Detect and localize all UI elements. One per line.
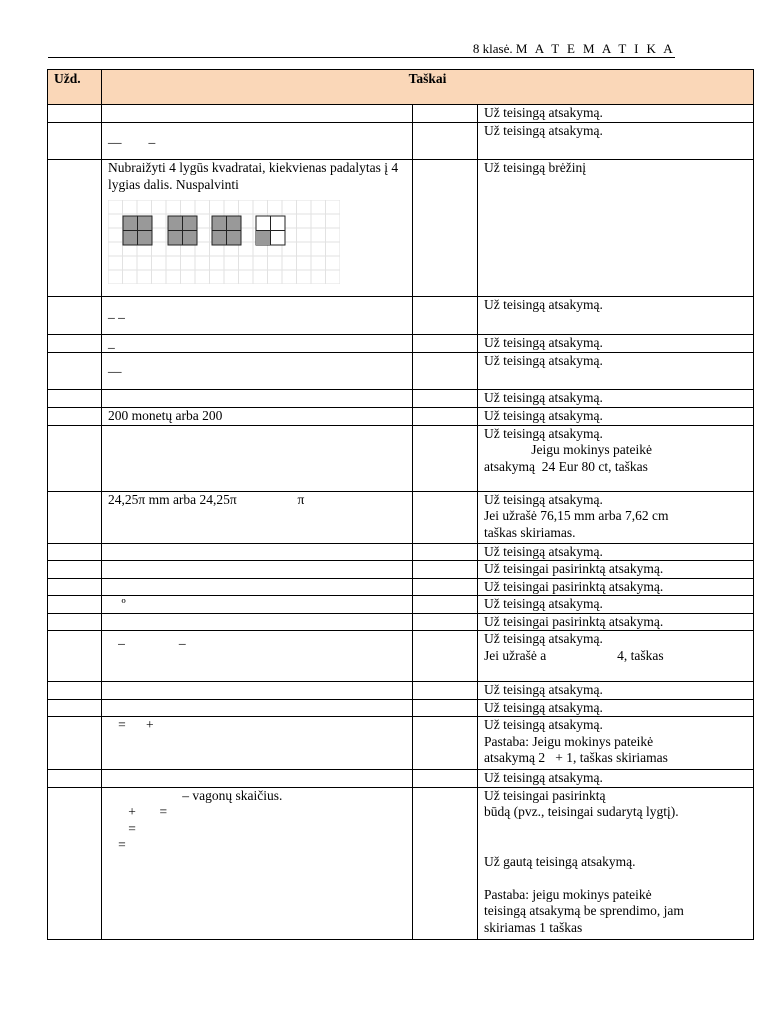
- criteria-cell: Už teisingą atsakymą. Pastaba: Jeigu mokinys pateikė atsakymą 2 + 1, taškas skiriamas: [478, 717, 754, 770]
- shaded-squares-figure: [108, 200, 340, 284]
- criteria-cell: Už teisingą atsakymą. Jei užrašė 76,15 mm arba 7,62 cm taškas skiriamas.: [478, 491, 754, 543]
- criteria-cell: Už teisingai pasirinktą atsakymą.: [478, 578, 754, 596]
- table-header-row: [48, 70, 754, 105]
- table-row: [48, 105, 754, 123]
- task-number-cell: [48, 682, 102, 700]
- table-row: [48, 596, 754, 614]
- answer-cell: [102, 561, 413, 579]
- answer-cell: [102, 682, 413, 700]
- criteria-cell: Už teisingą atsakymą.: [478, 407, 754, 425]
- criteria-cell: Už teisingai pasirinktą atsakymą.: [478, 561, 754, 579]
- points-cell: [413, 578, 478, 596]
- answer-cell: [102, 160, 413, 297]
- task-number-cell: [48, 578, 102, 596]
- points-cell: [413, 491, 478, 543]
- criteria-cell: Už teisingą atsakymą.: [478, 335, 754, 353]
- table-row: [48, 770, 754, 788]
- table-row: [48, 297, 754, 335]
- table-row: [48, 335, 754, 353]
- task-number-cell: [48, 543, 102, 561]
- criteria-cell: Už teisingą atsakymą.: [478, 297, 754, 335]
- points-cell: [413, 561, 478, 579]
- points-cell: [413, 613, 478, 631]
- answer-key-table: [47, 69, 754, 940]
- table-row: [48, 543, 754, 561]
- answer-cell: [102, 699, 413, 717]
- criteria-cell: Už teisingą atsakymą.: [478, 105, 754, 123]
- table-row: [48, 123, 754, 160]
- answer-cell: – vagonų skaičius. + = = =: [102, 787, 413, 939]
- task-number-cell: [48, 770, 102, 788]
- table-row: [48, 352, 754, 389]
- task-number-cell: [48, 123, 102, 160]
- criteria-cell: Už teisingą atsakymą.: [478, 596, 754, 614]
- table-row: [48, 682, 754, 700]
- answer-cell: [102, 770, 413, 788]
- criteria-cell: Už teisingą atsakymą.: [478, 682, 754, 700]
- criteria-cell: Už teisingą atsakymą. Jeigu mokinys pateikė atsakymą 24 Eur 80 ct, taškas: [478, 425, 754, 491]
- table-row: [48, 561, 754, 579]
- points-cell: [413, 596, 478, 614]
- points-cell: [413, 105, 478, 123]
- task-number-cell: [48, 105, 102, 123]
- points-cell: [413, 389, 478, 407]
- points-cell: [413, 123, 478, 160]
- answer-cell: [102, 425, 413, 491]
- task-number-cell: [48, 631, 102, 682]
- points-cell: [413, 631, 478, 682]
- points-cell: [413, 425, 478, 491]
- answer-cell: = +: [102, 717, 413, 770]
- task-number-cell: [48, 491, 102, 543]
- answer-cell: _ _: [102, 631, 413, 682]
- criteria-cell: Už teisingą atsakymą.: [478, 770, 754, 788]
- answer-cell: [102, 389, 413, 407]
- squares-drawing: [108, 200, 340, 284]
- points-cell: [413, 717, 478, 770]
- answer-text: Nubraižyti 4 lygūs kvadratai, kiekvienas padalytas į 4 lygias dalis. Nuspalvinti: [108, 160, 399, 192]
- table-row: [48, 578, 754, 596]
- points-cell: [413, 335, 478, 353]
- table-row: [48, 631, 754, 682]
- task-number-cell: [48, 425, 102, 491]
- points-cell: [413, 160, 478, 297]
- task-header: Užd.: [48, 70, 102, 105]
- criteria-cell: Už teisingą atsakymą.: [478, 352, 754, 389]
- answer-cell: _: [102, 335, 413, 353]
- answer-cell: [102, 543, 413, 561]
- table-row: [48, 160, 754, 297]
- subject-title: M A T E M A T I K A: [515, 41, 675, 56]
- answer-cell: 24,25π mm arba 24,25π π: [102, 491, 413, 543]
- points-cell: [413, 297, 478, 335]
- task-number-cell: [48, 787, 102, 939]
- criteria-cell: Už teisingą atsakymą.: [478, 699, 754, 717]
- points-cell: [413, 682, 478, 700]
- table-row: [48, 491, 754, 543]
- points-cell: [413, 352, 478, 389]
- criteria-cell: Už teisingą atsakymą. Jei užrašė a 4, taškas: [478, 631, 754, 682]
- table-row: [48, 699, 754, 717]
- criteria-cell: Už teisingą atsakymą.: [478, 389, 754, 407]
- task-number-cell: [48, 717, 102, 770]
- grade-label: 8 klasė.: [472, 41, 513, 56]
- criteria-cell: Už teisingą atsakymą.: [478, 543, 754, 561]
- criteria-cell: Už teisingai pasirinktą būdą (pvz., teisingai sudarytą lygtį). Už gautą teisingą atsakymą. Pastaba: jeigu mokinys pateikė teisingą atsakymą be sprendimo, jam skiriamas 1 taškas: [478, 787, 754, 939]
- answer-cell: [102, 105, 413, 123]
- answer-cell: __: [102, 352, 413, 389]
- points-cell: [413, 407, 478, 425]
- answer-cell: __ _: [102, 123, 413, 160]
- table-row: [48, 425, 754, 491]
- task-number-cell: [48, 561, 102, 579]
- task-number-cell: [48, 407, 102, 425]
- task-number-cell: [48, 613, 102, 631]
- task-number-cell: [48, 297, 102, 335]
- shaded-quarter: [256, 231, 271, 246]
- points-cell: [413, 787, 478, 939]
- answer-cell: _ _: [102, 297, 413, 335]
- task-number-cell: [48, 699, 102, 717]
- answer-cell: 200 monetų arba 200: [102, 407, 413, 425]
- answer-cell: [102, 578, 413, 596]
- points-header: Taškai: [102, 70, 754, 105]
- criteria-cell: Už teisingą brėžinį: [478, 160, 754, 297]
- table-row: [48, 407, 754, 425]
- page-header: [48, 40, 675, 58]
- task-number-cell: [48, 389, 102, 407]
- task-number-cell: [48, 160, 102, 297]
- criteria-cell: Už teisingą atsakymą.: [478, 123, 754, 160]
- task-number-cell: [48, 596, 102, 614]
- task-number-cell: [48, 352, 102, 389]
- table-row: [48, 389, 754, 407]
- answer-cell: [102, 613, 413, 631]
- task-number-cell: [48, 335, 102, 353]
- points-cell: [413, 543, 478, 561]
- points-cell: [413, 770, 478, 788]
- table-row: [48, 787, 754, 939]
- answer-cell: º: [102, 596, 413, 614]
- table-row: [48, 717, 754, 770]
- points-cell: [413, 699, 478, 717]
- criteria-cell: Už teisingai pasirinktą atsakymą.: [478, 613, 754, 631]
- table-row: [48, 613, 754, 631]
